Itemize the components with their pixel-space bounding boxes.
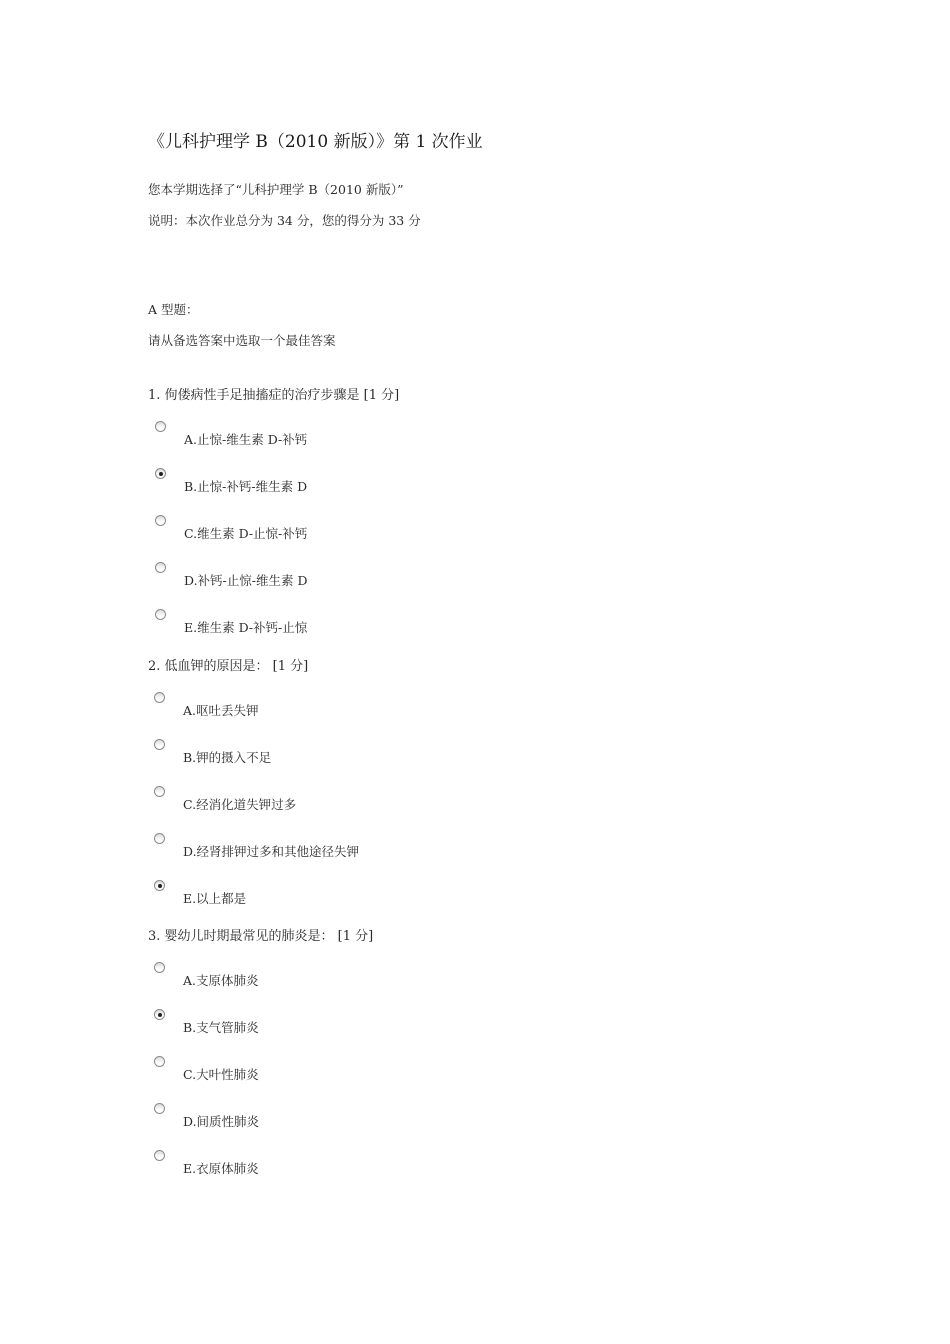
question-2-option-b-radio[interactable] <box>154 739 165 750</box>
page-title: 《儿科护理学 B（2010 新版）》第 1 次作业 <box>148 132 483 152</box>
question-2-option-a-radio[interactable] <box>154 692 165 703</box>
question-3-option-c-radio[interactable] <box>154 1056 165 1067</box>
section-instruction: 请从备选答案中选取一个最佳答案 <box>148 333 336 348</box>
question-2-option-e-radio[interactable] <box>154 880 165 891</box>
question-2-option-d-radio[interactable] <box>154 833 165 844</box>
question-2-option-c-label: C.经消化道失钾过多 <box>183 797 297 812</box>
question-3-option-e-label: E.衣原体肺炎 <box>183 1161 259 1176</box>
question-2-option-b-label: B.钾的摄入不足 <box>183 750 272 765</box>
question-1-option-a-label: A.止惊-维生素 D-补钙 <box>184 432 308 447</box>
selected-course-text: 您本学期选择了“儿科护理学 B（2010 新版）” <box>148 182 404 197</box>
section-heading: A 型题： <box>148 302 199 317</box>
question-3-option-a-radio[interactable] <box>154 962 165 973</box>
question-2-option-e-label: E.以上都是 <box>183 891 247 906</box>
question-2-option-d-label: D.经肾排钾过多和其他途径失钾 <box>183 844 360 859</box>
question-1-option-a-radio[interactable] <box>155 421 166 432</box>
score-note-text: 说明：本次作业总分为 34 分，您的得分为 33 分 <box>148 213 421 228</box>
question-1-option-d-label: D.补钙-止惊-维生素 D <box>184 573 308 588</box>
question-1-option-c-radio[interactable] <box>155 515 166 526</box>
question-3-text: 3. 婴幼儿时期最常见的肺炎是： [1 分] <box>148 929 374 944</box>
question-1-option-e-label: E.维生素 D-补钙-止惊 <box>184 620 308 635</box>
question-1-text: 1. 佝偻病性手足抽搐症的治疗步骤是 [1 分] <box>148 388 400 403</box>
question-3-option-b-radio[interactable] <box>154 1009 165 1020</box>
question-2-option-c-radio[interactable] <box>154 786 165 797</box>
question-3-option-a-label: A.支原体肺炎 <box>183 973 259 988</box>
question-2-option-a-label: A.呕吐丢失钾 <box>183 703 259 718</box>
question-1-option-b-label: B.止惊-补钙-维生素 D <box>184 479 308 494</box>
question-1-option-e-radio[interactable] <box>155 609 166 620</box>
question-3-option-e-radio[interactable] <box>154 1150 165 1161</box>
question-3-option-d-label: D.间质性肺炎 <box>183 1114 260 1129</box>
question-3-option-b-label: B.支气管肺炎 <box>183 1020 259 1035</box>
question-1-option-d-radio[interactable] <box>155 562 166 573</box>
question-3-option-c-label: C.大叶性肺炎 <box>183 1067 259 1082</box>
question-1-option-c-label: C.维生素 D-止惊-补钙 <box>184 526 308 541</box>
question-1-option-b-radio[interactable] <box>155 468 166 479</box>
question-3-option-d-radio[interactable] <box>154 1103 165 1114</box>
question-2-text: 2. 低血钾的原因是： [1 分] <box>148 659 309 674</box>
